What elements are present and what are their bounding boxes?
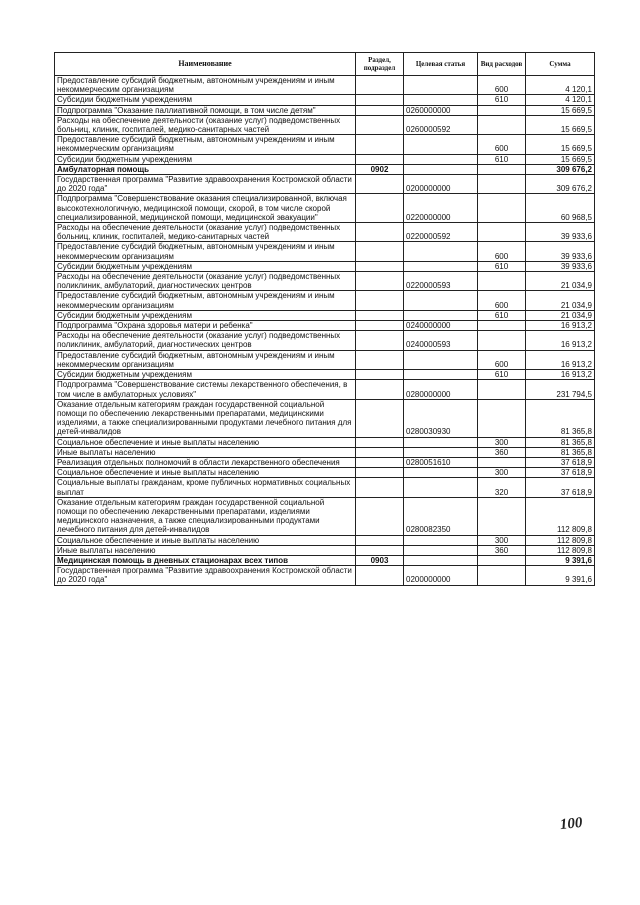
row-section-cell: [356, 535, 404, 545]
row-name-cell: Подпрограмма "Совершенствование системы лекарственного обеспечения, в том числе в амбулаторных условиях": [55, 380, 356, 399]
row-name-cell: Социальное обеспечение и иные выплаты населению: [55, 535, 356, 545]
row-target-cell: 0220000000: [404, 194, 478, 223]
row-section-cell: 0902: [356, 164, 404, 174]
row-target-cell: [404, 437, 478, 447]
row-sum-cell: 4 120,1: [526, 95, 595, 105]
table-row: [55, 370, 595, 380]
row-name-cell: Расходы на обеспечение деятельности (оказание услуг) подведомственных больниц, клиник, госпиталей, медико-санитарных частей: [55, 223, 356, 242]
row-sum-cell: 21 034,9: [526, 291, 595, 310]
row-name-cell: Амбулаторная помощь: [55, 164, 356, 174]
row-target-cell: 0200000000: [404, 566, 478, 585]
row-target-cell: 0280051610: [404, 457, 478, 467]
row-target-cell: [404, 447, 478, 457]
row-section-cell: [356, 135, 404, 154]
row-name-cell: Предоставление субсидий бюджетным, автономным учреждениям и иным некоммерческим организациям: [55, 76, 356, 95]
row-sum-cell: 112 809,8: [526, 535, 595, 545]
table-row: [55, 566, 595, 585]
row-sum-cell: 39 933,6: [526, 261, 595, 271]
row-target-cell: [404, 95, 478, 105]
row-target-cell: 0240000593: [404, 331, 478, 350]
row-target-cell: [404, 370, 478, 380]
row-type-cell: 360: [478, 545, 526, 555]
row-name-cell: Государственная программа "Развитие здравоохранения Костромской области до 2020 года": [55, 175, 356, 194]
row-target-cell: [404, 261, 478, 271]
row-name-cell: Расходы на обеспечение деятельности (оказание услуг) подведомственных поликлиник, амбулаторий, диагностических центров: [55, 272, 356, 291]
row-name-cell: Субсидии бюджетным учреждениям: [55, 261, 356, 271]
row-target-cell: [404, 164, 478, 174]
table-header-row: [55, 53, 595, 76]
table-row: [55, 175, 595, 194]
table-row: [55, 164, 595, 174]
row-sum-cell: 21 034,9: [526, 310, 595, 320]
table-row: [55, 478, 595, 497]
row-type-cell: 600: [478, 291, 526, 310]
row-section-cell: [356, 154, 404, 164]
row-name-cell: Субсидии бюджетным учреждениям: [55, 95, 356, 105]
row-section-cell: [356, 437, 404, 447]
table-row: [55, 321, 595, 331]
row-target-cell: [404, 242, 478, 261]
row-target-cell: [404, 310, 478, 320]
row-sum-cell: 37 618,9: [526, 478, 595, 497]
row-name-cell: Субсидии бюджетным учреждениям: [55, 154, 356, 164]
row-type-cell: [478, 399, 526, 437]
row-type-cell: 360: [478, 447, 526, 457]
table-row: [55, 535, 595, 545]
row-type-cell: [478, 115, 526, 134]
row-type-cell: 610: [478, 370, 526, 380]
table-row: [55, 457, 595, 467]
row-name-cell: Предоставление субсидий бюджетным, автономным учреждениям и иным некоммерческим организациям: [55, 350, 356, 369]
row-sum-cell: 37 618,9: [526, 468, 595, 478]
row-section-cell: [356, 95, 404, 105]
row-sum-cell: 37 618,9: [526, 457, 595, 467]
row-section-cell: [356, 272, 404, 291]
row-type-cell: [478, 457, 526, 467]
row-name-cell: Субсидии бюджетным учреждениям: [55, 370, 356, 380]
row-section-cell: [356, 457, 404, 467]
row-type-cell: [478, 272, 526, 291]
row-sum-cell: 21 034,9: [526, 272, 595, 291]
row-target-cell: 0280030930: [404, 399, 478, 437]
row-section-cell: [356, 566, 404, 585]
row-type-cell: 610: [478, 154, 526, 164]
table-row: [55, 242, 595, 261]
row-name-cell: Иные выплаты населению: [55, 447, 356, 457]
row-type-cell: [478, 223, 526, 242]
row-target-cell: 0220000592: [404, 223, 478, 242]
table-row: [55, 310, 595, 320]
row-name-cell: Расходы на обеспечение деятельности (оказание услуг) подведомственных поликлиник, амбулаторий, диагностических центров: [55, 331, 356, 350]
row-name-cell: Иные выплаты населению: [55, 545, 356, 555]
row-section-cell: [356, 115, 404, 134]
row-section-cell: [356, 331, 404, 350]
row-section-cell: [356, 194, 404, 223]
row-sum-cell: 9 391,6: [526, 566, 595, 585]
row-section-cell: [356, 478, 404, 497]
row-section-cell: [356, 399, 404, 437]
row-sum-cell: 81 365,8: [526, 447, 595, 457]
header-section: Раздел, подраздел: [356, 53, 404, 76]
table-row: [55, 350, 595, 369]
row-sum-cell: 4 120,1: [526, 76, 595, 95]
row-sum-cell: 81 365,8: [526, 399, 595, 437]
table-row: [55, 545, 595, 555]
row-type-cell: 300: [478, 535, 526, 545]
row-name-cell: Социальные выплаты гражданам, кроме публичных нормативных социальных выплат: [55, 478, 356, 497]
row-sum-cell: 16 913,2: [526, 370, 595, 380]
row-section-cell: [356, 447, 404, 457]
row-type-cell: 600: [478, 350, 526, 369]
row-section-cell: [356, 105, 404, 115]
row-section-cell: [356, 261, 404, 271]
row-type-cell: 320: [478, 478, 526, 497]
table-row: [55, 194, 595, 223]
row-name-cell: Реализация отдельных полномочий в области лекарственного обеспечения: [55, 457, 356, 467]
row-name-cell: Субсидии бюджетным учреждениям: [55, 310, 356, 320]
row-name-cell: Подпрограмма "Охрана здоровья матери и ребенка": [55, 321, 356, 331]
table-row: [55, 115, 595, 134]
header-target: Целевая статья: [404, 53, 478, 76]
row-section-cell: [356, 223, 404, 242]
page-number: 100: [559, 814, 584, 834]
row-target-cell: [404, 135, 478, 154]
row-type-cell: 610: [478, 261, 526, 271]
table-row: [55, 95, 595, 105]
row-section-cell: [356, 380, 404, 399]
row-sum-cell: 112 809,8: [526, 497, 595, 535]
row-name-cell: Медицинская помощь в дневных стационарах всех типов: [55, 555, 356, 565]
row-type-cell: 300: [478, 468, 526, 478]
row-sum-cell: 39 933,6: [526, 223, 595, 242]
row-section-cell: [356, 497, 404, 535]
row-type-cell: [478, 105, 526, 115]
row-section-cell: [356, 76, 404, 95]
row-section-cell: [356, 545, 404, 555]
header-type: Вид расходов: [478, 53, 526, 76]
row-section-cell: [356, 370, 404, 380]
row-type-cell: [478, 497, 526, 535]
row-name-cell: Расходы на обеспечение деятельности (оказание услуг) подведомственных больниц, клиник, госпиталей, медико-санитарных частей: [55, 115, 356, 134]
row-sum-cell: 81 365,8: [526, 437, 595, 447]
row-name-cell: Предоставление субсидий бюджетным, автономным учреждениям и иным некоммерческим организациям: [55, 135, 356, 154]
row-name-cell: Оказание отдельным категориям граждан государственной социальной помощи по обеспечению лекарственными препаратами, изделиями медицинского назначения, а также специализированными продуктами лечебного питания для детей-инвалидов: [55, 497, 356, 535]
budget-table: [54, 52, 595, 586]
row-sum-cell: 112 809,8: [526, 545, 595, 555]
row-section-cell: [356, 242, 404, 261]
row-sum-cell: 39 933,6: [526, 242, 595, 261]
row-sum-cell: 15 669,5: [526, 105, 595, 115]
row-type-cell: [478, 566, 526, 585]
row-name-cell: Подпрограмма "Оказание паллиативной помощи, в том числе детям": [55, 105, 356, 115]
table-row: [55, 380, 595, 399]
row-sum-cell: 9 391,6: [526, 555, 595, 565]
row-name-cell: Предоставление субсидий бюджетным, автономным учреждениям и иным некоммерческим организациям: [55, 242, 356, 261]
row-type-cell: 300: [478, 437, 526, 447]
row-type-cell: 600: [478, 135, 526, 154]
row-target-cell: 0200000000: [404, 175, 478, 194]
header-name: Наименование: [55, 53, 356, 76]
table-body: [55, 76, 595, 586]
row-sum-cell: 16 913,2: [526, 321, 595, 331]
table-row: [55, 399, 595, 437]
row-target-cell: 0280082350: [404, 497, 478, 535]
row-type-cell: 610: [478, 95, 526, 105]
row-target-cell: 0240000000: [404, 321, 478, 331]
row-type-cell: [478, 321, 526, 331]
row-name-cell: Оказание отдельным категориям граждан государственной социальной помощи по обеспечению лекарственными препаратами, медицинскими изделиями, а также специализированными продуктами лечебного питания для детей-инвалидов: [55, 399, 356, 437]
table-row: [55, 331, 595, 350]
row-section-cell: [356, 310, 404, 320]
row-target-cell: [404, 468, 478, 478]
row-target-cell: [404, 350, 478, 369]
row-name-cell: Подпрограмма "Совершенствование оказания специализированной, включая высокотехнологичную, медицинской помощи, скорой, в том числе скорой специализированной, медицинской помощи, медицинской эвакуации": [55, 194, 356, 223]
row-type-cell: [478, 175, 526, 194]
table-row: [55, 437, 595, 447]
row-target-cell: [404, 545, 478, 555]
row-target-cell: 0280000000: [404, 380, 478, 399]
row-type-cell: [478, 380, 526, 399]
row-type-cell: [478, 331, 526, 350]
table-row: [55, 291, 595, 310]
row-name-cell: Социальное обеспечение и иные выплаты населению: [55, 468, 356, 478]
header-sum: Сумма: [526, 53, 595, 76]
row-name-cell: Предоставление субсидий бюджетным, автономным учреждениям и иным некоммерческим организациям: [55, 291, 356, 310]
row-sum-cell: 309 676,2: [526, 175, 595, 194]
row-sum-cell: 15 669,5: [526, 154, 595, 164]
row-section-cell: [356, 291, 404, 310]
row-sum-cell: 15 669,5: [526, 115, 595, 134]
row-section-cell: 0903: [356, 555, 404, 565]
table-row: [55, 447, 595, 457]
row-name-cell: Социальное обеспечение и иные выплаты населению: [55, 437, 356, 447]
row-sum-cell: 231 794,5: [526, 380, 595, 399]
table-row: [55, 555, 595, 565]
row-target-cell: [404, 535, 478, 545]
table-row: [55, 272, 595, 291]
row-target-cell: [404, 555, 478, 565]
row-target-cell: 0220000593: [404, 272, 478, 291]
table-row: [55, 154, 595, 164]
row-target-cell: [404, 478, 478, 497]
row-sum-cell: 15 669,5: [526, 135, 595, 154]
row-type-cell: [478, 194, 526, 223]
table-row: [55, 135, 595, 154]
row-type-cell: 610: [478, 310, 526, 320]
table-row: [55, 261, 595, 271]
row-target-cell: 0260000000: [404, 105, 478, 115]
row-name-cell: Государственная программа "Развитие здравоохранения Костромской области до 2020 года": [55, 566, 356, 585]
row-sum-cell: 309 676,2: [526, 164, 595, 174]
row-type-cell: 600: [478, 242, 526, 261]
row-target-cell: [404, 291, 478, 310]
row-type-cell: [478, 555, 526, 565]
row-target-cell: [404, 76, 478, 95]
table-row: [55, 105, 595, 115]
row-section-cell: [356, 350, 404, 369]
table-row: [55, 223, 595, 242]
row-section-cell: [356, 468, 404, 478]
row-section-cell: [356, 321, 404, 331]
row-target-cell: [404, 154, 478, 164]
table-row: [55, 468, 595, 478]
row-section-cell: [356, 175, 404, 194]
row-sum-cell: 16 913,2: [526, 350, 595, 369]
row-sum-cell: 60 968,5: [526, 194, 595, 223]
row-type-cell: [478, 164, 526, 174]
table-row: [55, 76, 595, 95]
row-target-cell: 0260000592: [404, 115, 478, 134]
row-sum-cell: 16 913,2: [526, 331, 595, 350]
row-type-cell: 600: [478, 76, 526, 95]
table-row: [55, 497, 595, 535]
